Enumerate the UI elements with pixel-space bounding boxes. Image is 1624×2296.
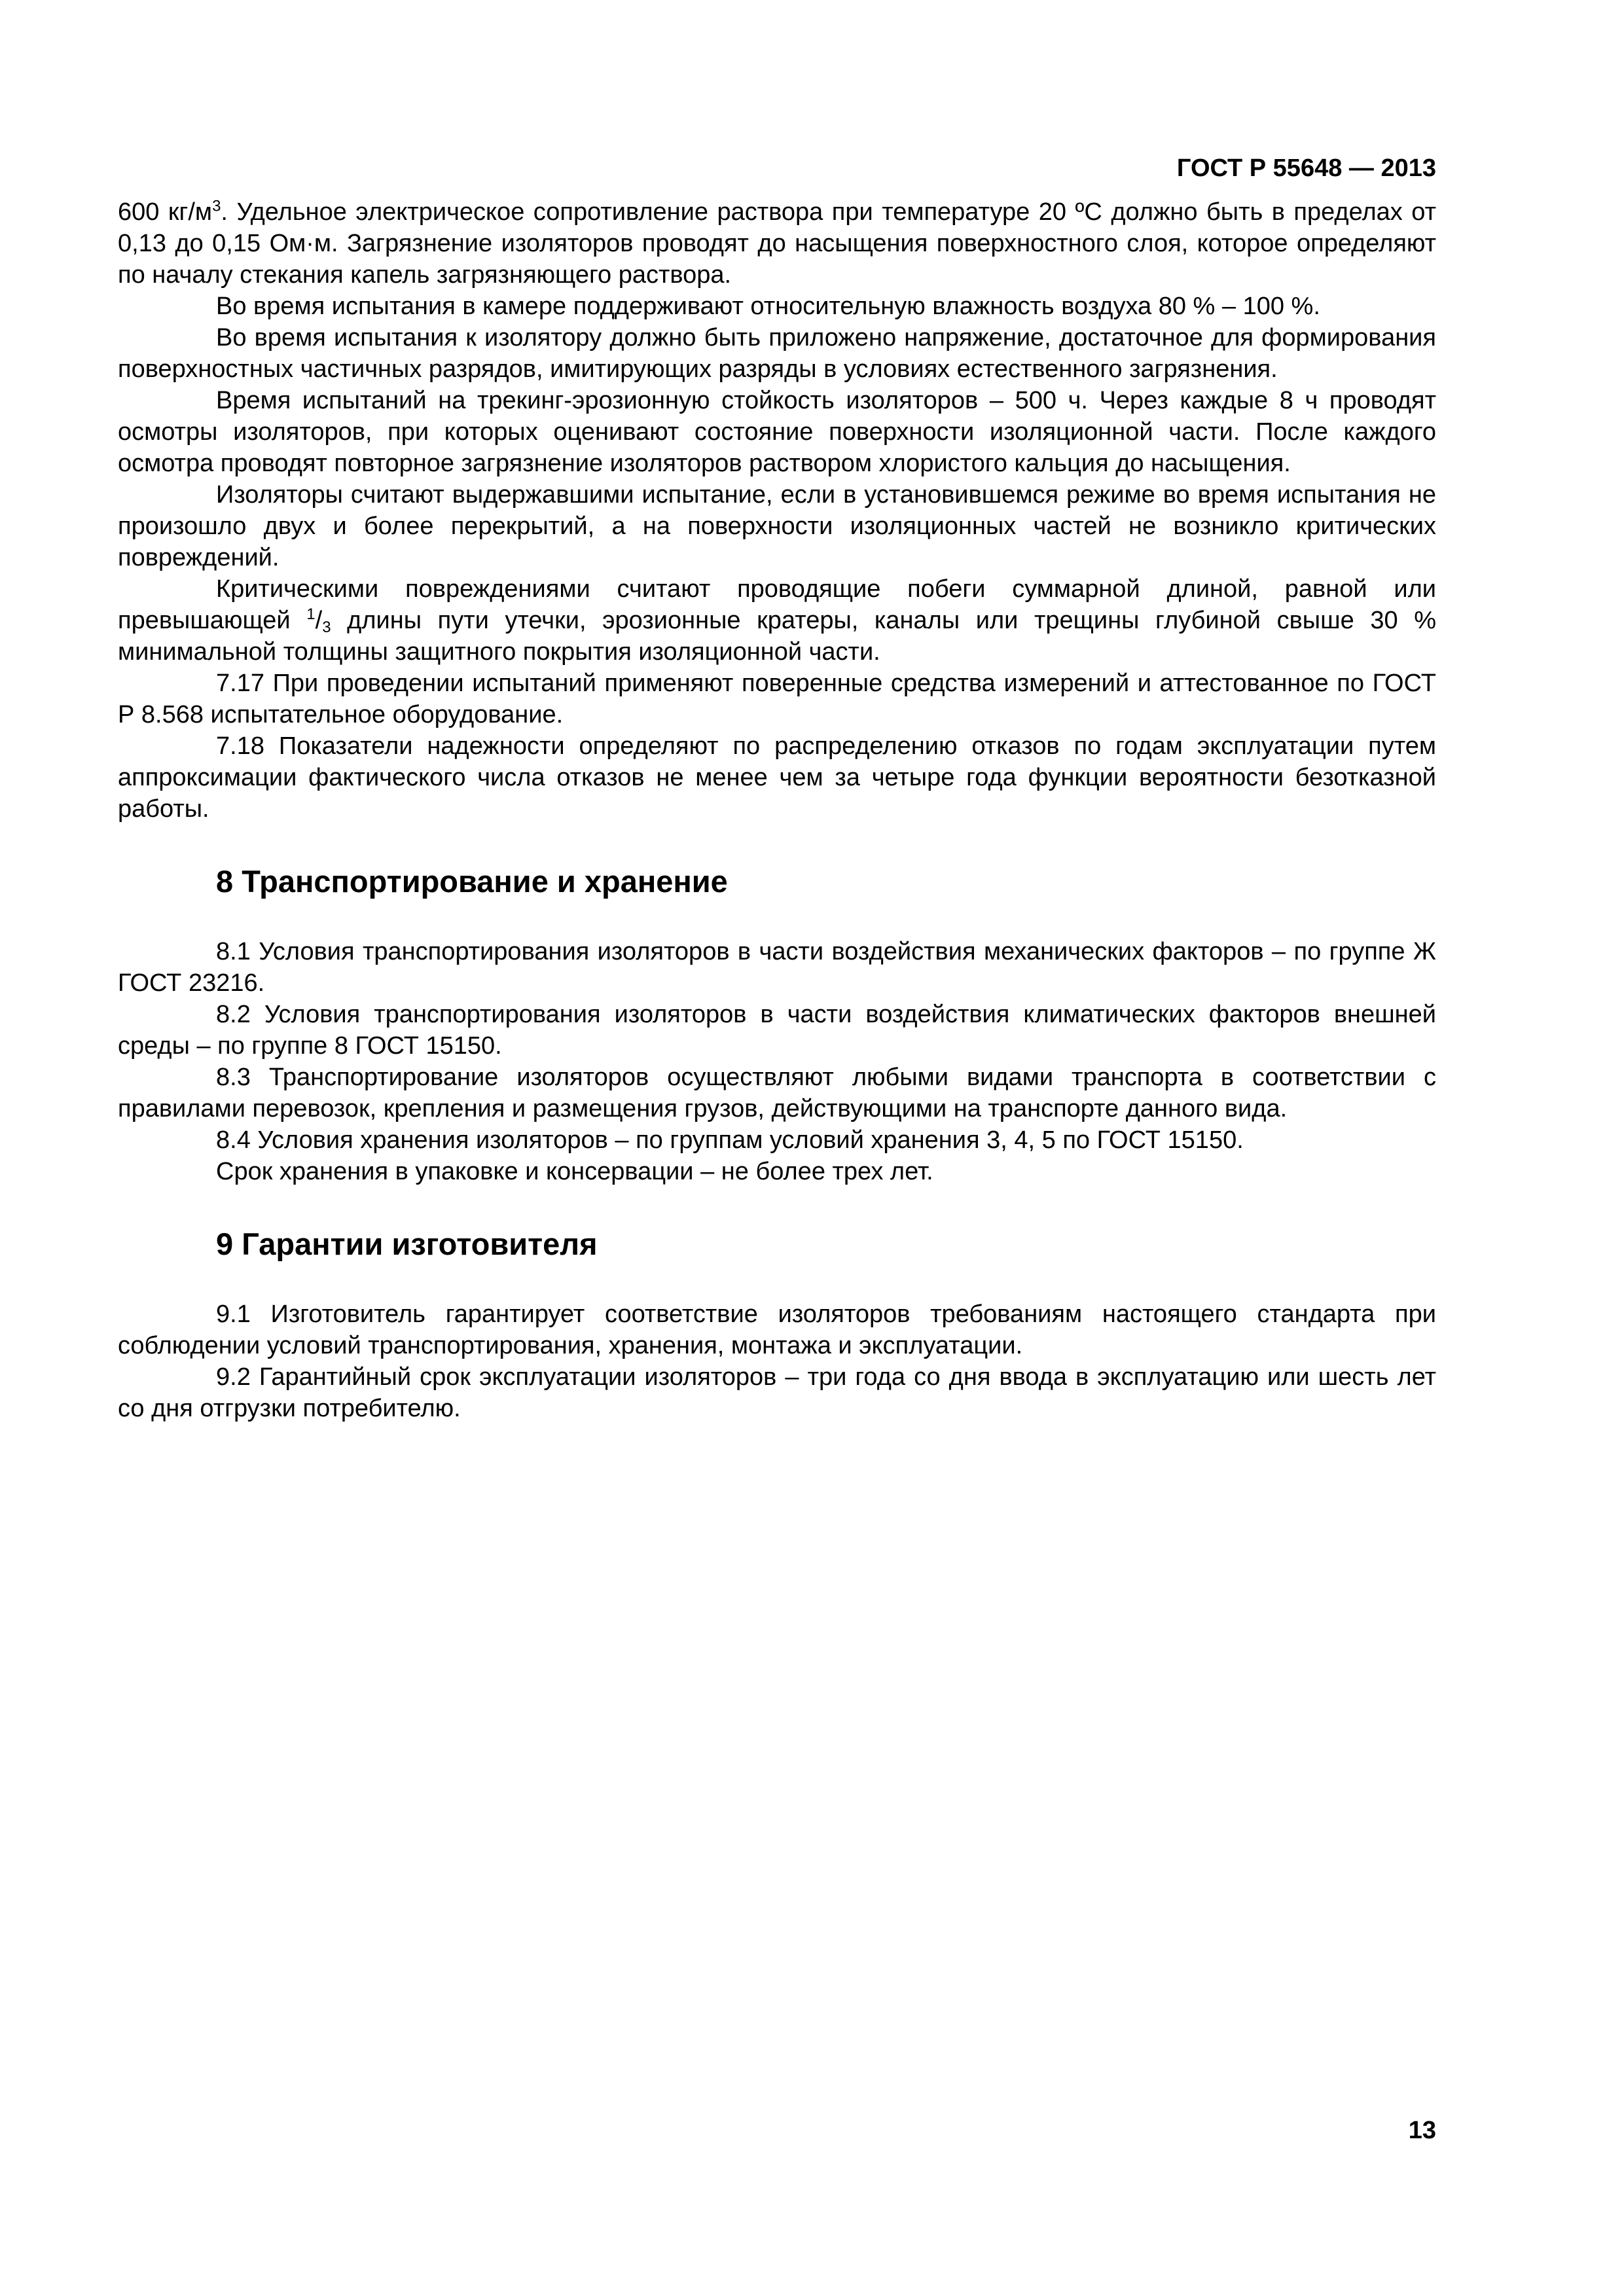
paragraph-test-duration: Время испытаний на трекинг-эрозионную стойкость изоляторов – 500 ч. Через каждые 8 ч проводят осмотры изоляторов, при которых оценивают состояние поверхности изоляционной части. После каждого осмотра проводят повторное загрязнение изоляторов раствором хлористого кальция до насыщения. [118, 387, 1436, 477]
paragraph-voltage: Во время испытания к изолятору должно быть приложено напряжение, достаточное для формирования поверхностных частичных разрядов, имитирующих разряды в условиях естественного загрязнения. [118, 324, 1436, 383]
paragraph-9-2: 9.2 Гарантийный срок эксплуатации изоляторов – три года со дня ввода в эксплуатацию или шесть лет со дня отгрузки потребителю. [118, 1363, 1436, 1422]
paragraph-text: длины пути утечки, эрозионные кратеры, каналы или трещины глубиной свыше 30 % минимальной толщины защитного покрытия изоляционной части. [118, 607, 1436, 666]
fraction-denominator: 3 [322, 619, 331, 636]
paragraph-8-4: 8.4 Условия хранения изоляторов – по группам условий хранения 3, 4, 5 по ГОСТ 15150. [216, 1126, 1244, 1154]
paragraph-pass-criteria: Изоляторы считают выдержавшими испытание, если в установившемся режиме во время испытания не произошло двух и более перекрытий, а на поверхности изоляционных частей не возникло критических повреждений. [118, 481, 1436, 571]
paragraph-text: . Удельное электрическое сопротивление раствора при температуре 20 ºС должно быть в пределах от 0,13 до 0,15 Ом·м. Загрязнение изоляторов проводят до насыщения поверхностного слоя, которое определяют по началу стекания капель загрязняющего раствора. [118, 198, 1436, 289]
paragraph-8-3: 8.3 Транспортирование изоляторов осуществляют любыми видами транспорта в соответствии с правилами перевозок, крепления и размещения грузов, действующими на транспорте данного вида. [118, 1064, 1436, 1122]
paragraph-humidity: Во время испытания в камере поддерживают относительную влажность воздуха 80 % – 100 %. [216, 293, 1320, 320]
paragraph-text: Критическими повреждениями считают проводящие побеги суммарной длиной, равной или превышающей [118, 575, 1436, 634]
paragraph-8-2: 8.2 Условия транспортирования изоляторов в части воздействия климатических факторов внешней среды – по группе 8 ГОСТ 15150. [118, 1001, 1436, 1060]
paragraph-7-17: 7.17 При проведении испытаний применяют поверенные средства измерений и аттестованное по ГОСТ Р 8.568 испытательное оборудование. [118, 670, 1436, 728]
page-number: 13 [1408, 2117, 1436, 2144]
section-8-heading: 8 Транспортирование и хранение [216, 864, 728, 899]
superscript: 3 [212, 197, 221, 215]
paragraph-7-18: 7.18 Показатели надежности определяют по распределению отказов по годам эксплуатации путем аппроксимации фактического числа отказов не менее чем за четыре года функции вероятности безотказной работы. [118, 732, 1436, 823]
section-9-heading: 9 Гарантии изготовителя [216, 1227, 598, 1261]
fraction-numerator: 1 [306, 605, 316, 623]
paragraph-9-1: 9.1 Изготовитель гарантирует соответствие изоляторов требованиям настоящего стандарта при соблюдении условий транспортирования, хранения, монтажа и эксплуатации. [118, 1300, 1436, 1359]
paragraph-8-1: 8.1 Условия транспортирования изоляторов в части воздействия механических факторов – по группе Ж ГОСТ 23216. [118, 938, 1436, 997]
paragraph-solution-density [118, 196, 1436, 291]
fraction: $^1/_3$ [306, 605, 331, 636]
paragraph-text: 600 кг/м [118, 198, 213, 226]
document-header: ГОСТ Р 55648 — 2013 [1176, 154, 1436, 182]
paragraph-storage-term: Срок хранения в упаковке и консервации – не более трех лет. [216, 1158, 933, 1185]
paragraph-critical-damage [118, 573, 1436, 668]
document-body [118, 196, 1436, 1424]
